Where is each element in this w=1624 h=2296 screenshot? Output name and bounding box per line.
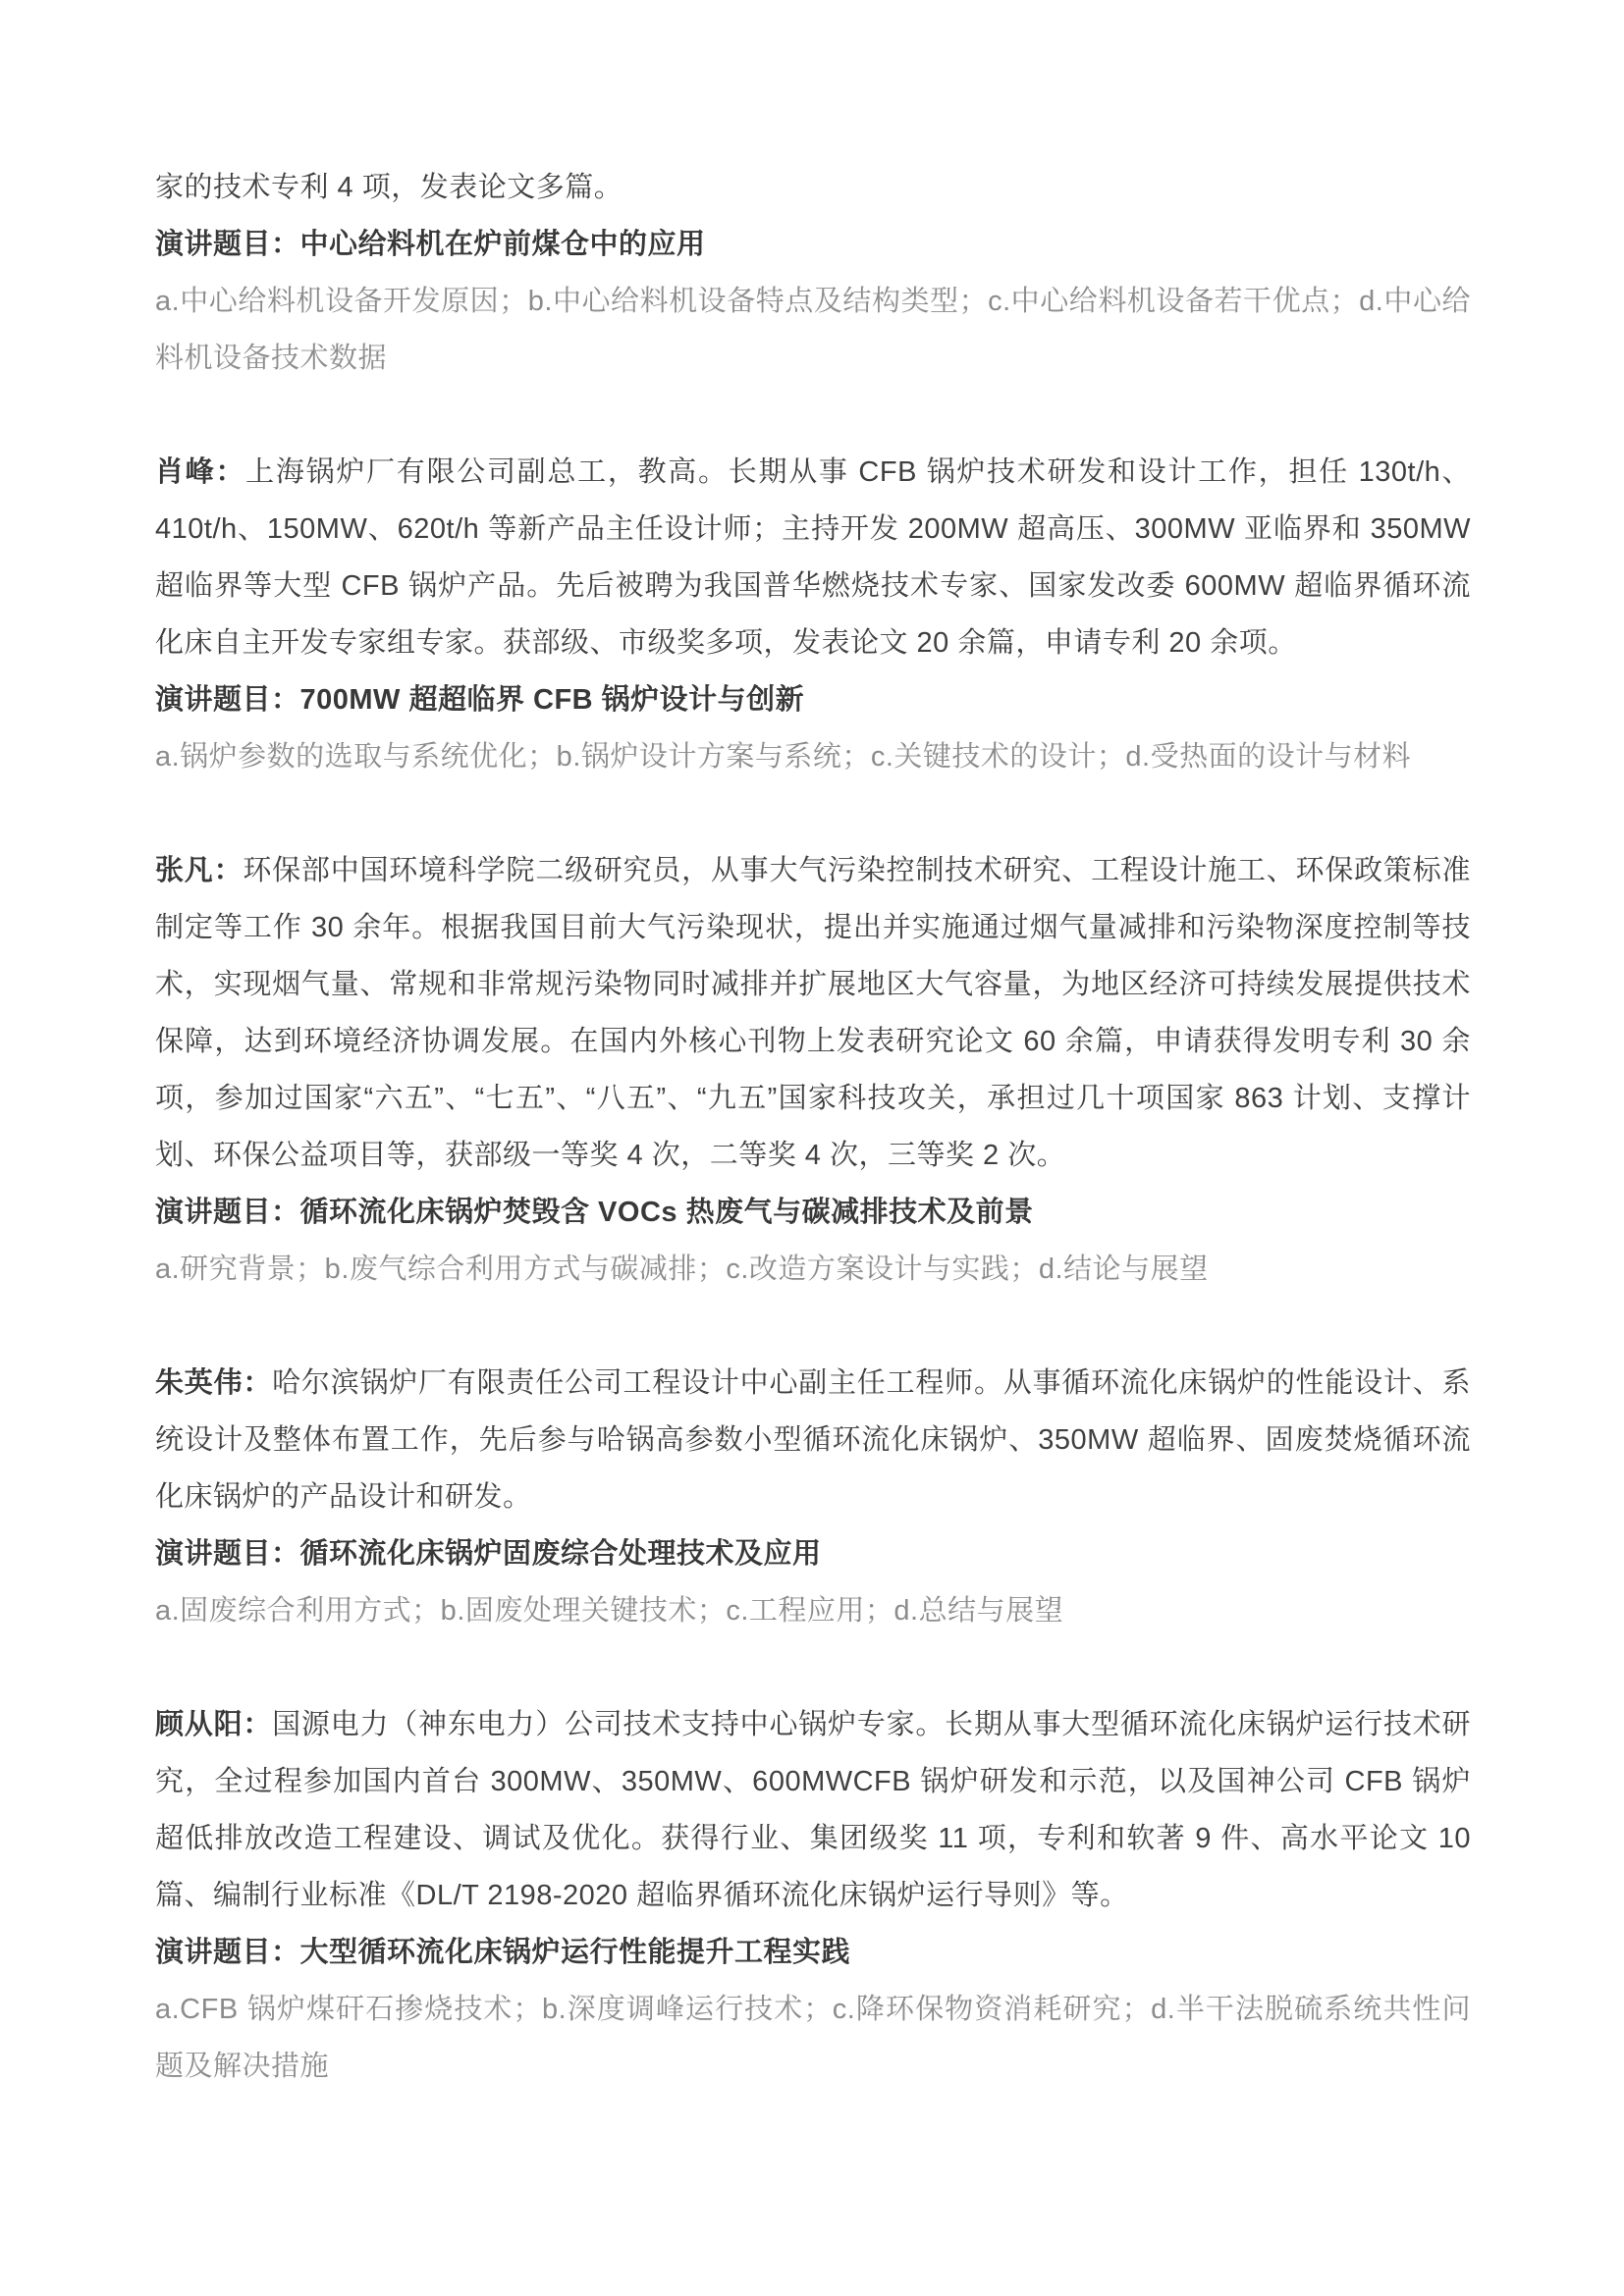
talk-topic-heading: 演讲题目：700MW 超超临界 CFB 锅炉设计与创新 xyxy=(155,684,805,716)
talk-outline-text: a.固废综合利用方式；b.固废处理关键技术；c.工程应用；d.总结与展望 xyxy=(155,1595,1064,1627)
speaker-section xyxy=(155,842,1471,1298)
speaker-section xyxy=(155,444,1471,785)
speaker-section-continued xyxy=(155,159,1471,387)
speaker-section xyxy=(155,1355,1471,1639)
talk-topic-heading: 演讲题目：中心给料机在炉前煤仓中的应用 xyxy=(155,229,706,260)
talk-topic-heading: 演讲题目：循环流化床锅炉焚毁含 VOCs 热废气与碳减排技术及前景 xyxy=(155,1197,1034,1228)
talk-outline-text: a.中心给料机设备开发原因；b.中心给料机设备特点及结构类型；c.中心给料机设备若干优点；d.中心给料机设备技术数据 xyxy=(155,286,1471,374)
speaker-bio-text: 上海锅炉厂有限公司副总工，教高。长期从事 CFB 锅炉技术研发和设计工作，担任 130t/h、410t/h、150MW、620t/h 等新产品主任设计师；主持开发 200MW 超高压、300MW 亚临界和 350MW 超临界等大型 CFB 锅炉产品。先后被聘为我国普华燃烧技术专家、国家发改委 600MW 超临界循环流化床自主开发专家组专家。获部级、市级奖多项，发表论文 20 余篇，申请专利 20 余项。 xyxy=(155,456,1471,659)
speaker-section xyxy=(155,1696,1471,2095)
bio-continuation-text: 家的技术专利 4 项，发表论文多篇。 xyxy=(155,172,623,203)
speaker-bio-paragraph xyxy=(155,1355,1471,1525)
talk-outline-text: a.CFB 锅炉煤矸石掺烧技术；b.深度调峰运行技术；c.降环保物资消耗研究；d.半干法脱硫系统共性问题及解决措施 xyxy=(155,1994,1471,2082)
speaker-bio-text: 国源电力（神东电力）公司技术支持中心锅炉专家。长期从事大型循环流化床锅炉运行技术研究，全过程参加国内首台 300MW、350MW、600MWCFB 锅炉研发和示范，以及国神公司 CFB 锅炉超低排放改造工程建设、调试及优化。获得行业、集团级奖 11 项，专利和软著 9 件、高水平论文 10 篇、编制行业标准《DL/T 2198-2020 超临界循环流化床锅炉运行导则》等。 xyxy=(155,1709,1471,1911)
talk-topic-heading: 演讲题目：循环流化床锅炉固废综合处理技术及应用 xyxy=(155,1538,822,1570)
speaker-bio-paragraph xyxy=(155,1696,1471,1924)
talk-outline-text: a.研究背景；b.废气综合利用方式与碳减排；c.改造方案设计与实践；d.结论与展望 xyxy=(155,1254,1209,1285)
speaker-bio-text: 环保部中国环境科学院二级研究员，从事大气污染控制技术研究、工程设计施工、环保政策标准制定等工作 30 余年。根据我国目前大气污染现状，提出并实施通过烟气量减排和污染物深度控制等技术，实现烟气量、常规和非常规污染物同时减排并扩展地区大气容量，为地区经济可持续发展提供技术保障，达到环境经济协调发展。在国内外核心刊物上发表研究论文 60 余篇，申请获得发明专利 30 余项，参加过国家“六五”、“七五”、“八五”、“九五”国家科技攻关，承担过几十项国家 863 计划、支撑计划、环保公益项目等，获部级一等奖 4 次，二等奖 4 次，三等奖 2 次。 xyxy=(155,855,1471,1171)
talk-outline-text: a.锅炉参数的选取与系统优化；b.锅炉设计方案与系统；c.关键技术的设计；d.受热面的设计与材料 xyxy=(155,741,1412,773)
speaker-name: 顾从阳： xyxy=(155,1709,273,1740)
speaker-name: 张凡： xyxy=(155,855,244,886)
speaker-name: 肖峰： xyxy=(155,456,246,488)
speaker-bio-text: 哈尔滨锅炉厂有限责任公司工程设计中心副主任工程师。从事循环流化床锅炉的性能设计、系统设计及整体布置工作，先后参与哈锅高参数小型循环流化床锅炉、350MW 超临界、固废焚烧循环流化床锅炉的产品设计和研发。 xyxy=(155,1367,1471,1513)
speaker-bio-paragraph xyxy=(155,842,1471,1184)
speaker-name: 朱英伟： xyxy=(155,1367,273,1399)
speaker-bio-paragraph xyxy=(155,444,1471,671)
talk-topic-heading: 演讲题目：大型循环流化床锅炉运行性能提升工程实践 xyxy=(155,1937,851,1968)
